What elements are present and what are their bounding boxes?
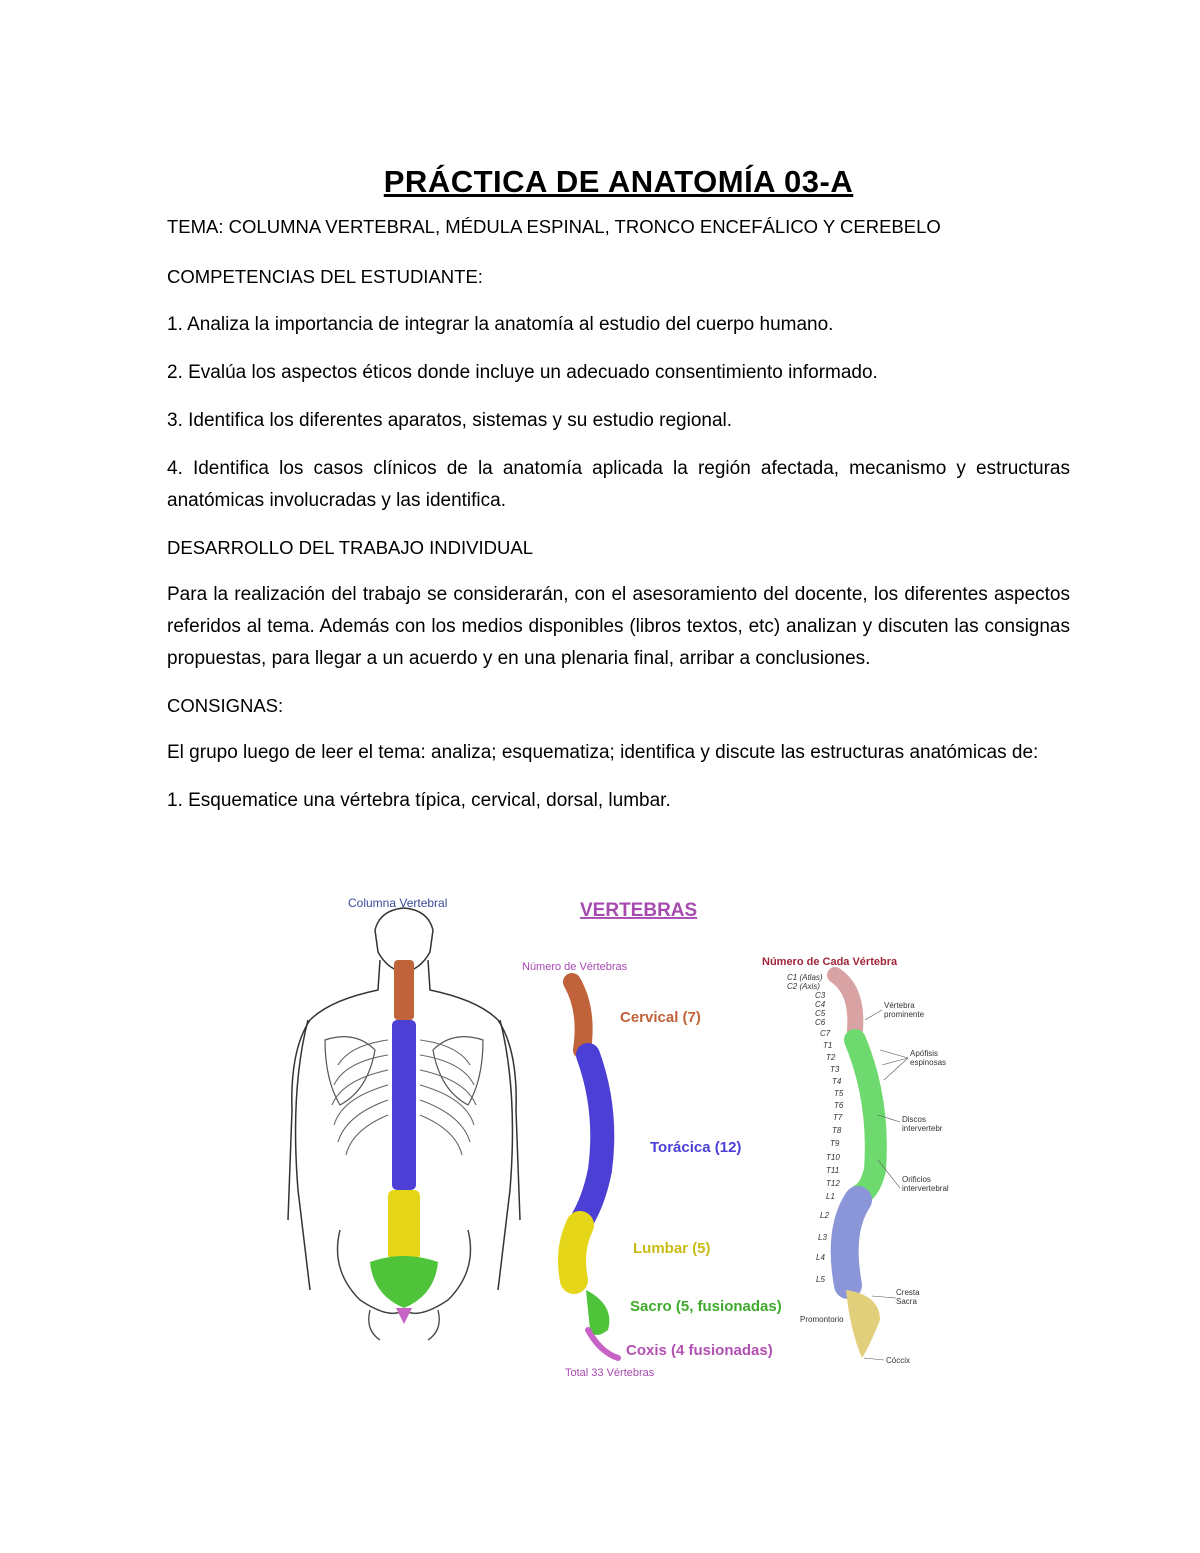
center-title: VERTEBRAS [580,900,698,921]
vertebra-label: L5 [816,1275,825,1284]
vertebra-label: L1 [826,1192,835,1201]
vertebra-label: T4 [832,1077,842,1086]
vertebra-label: T6 [834,1101,844,1110]
vertebra-label: C5 [815,1009,826,1018]
annotation-label: Vértebra [884,1001,915,1010]
desarrollo-paragraph: Para la realización del trabajo se considerarán, con el asesoramiento del docente, los diferentes aspectos referidos al tema. Además con los medios disponibles (libros textos, etc) analizan y discuten las consignas propuestas, para llegar a un acuerdo y en una plenaria final, arribar a conclusiones. [167,584,1070,669]
center-subtitle: Número de Vértebras [522,961,628,973]
vertebra-label: T5 [834,1089,844,1098]
region-label: Sacro (5, fusionadas) [630,1298,782,1315]
cervical-vertebrae [835,975,855,1030]
vertebra-label: L2 [820,1211,829,1220]
consigna-item: 1. Esquematice una vértebra típica, cervical, dorsal, lumbar. [167,790,671,811]
annotation-label: Discos [902,1115,927,1124]
right-title: Número de Cada Vértebra [762,956,898,968]
vertebra-label: T12 [826,1179,840,1188]
vertebra-label: C6 [815,1018,826,1027]
vertebra-label: T7 [833,1113,843,1122]
thoracic-curve [582,1055,602,1220]
vertebra-label: C7 [820,1029,831,1038]
lumbar-segment [388,1190,420,1260]
consignas-intro: El grupo luego de leer el tema: analiza; esquematiza; identifica y discute las estructuras anatómicas de: [167,742,1039,763]
sacrum-vertebrae [846,1290,880,1358]
lumbar-curve [572,1225,580,1280]
lateral-spine-diagram [522,900,782,1379]
vertebra-label: T2 [826,1053,836,1062]
numbered-spine-diagram [762,956,949,1365]
vertebra-label: T8 [832,1126,842,1135]
annotation-label: Orificios [902,1175,931,1184]
competencia-item: 2. Evalúa los aspectos éticos donde incluye un adecuado consentimiento informado. [167,362,878,383]
desarrollo-heading: DESARROLLO DEL TRABAJO INDIVIDUAL [167,537,533,558]
vertebra-label: T3 [830,1065,840,1074]
annotation-label: prominente [884,1010,925,1019]
vertebra-label: T11 [826,1166,840,1175]
annotation-label: espinosas [910,1058,947,1067]
vertebra-label: C2 (Axis) [787,982,820,991]
vertebrae-figure [270,890,950,1390]
vertebra-label: L3 [818,1233,827,1242]
thoracic-vertebrae [855,1040,876,1195]
annotation-label: intervertebral [902,1184,949,1193]
consignas-heading: CONSIGNAS: [167,695,284,716]
total-label: Total 33 Vértebras [565,1367,655,1379]
left-caption: Columna Vertebral [348,896,448,910]
vertebra-label: T1 [823,1041,833,1050]
annotation-label: Sacra [896,1297,917,1306]
competencia-item: 1. Analiza la importancia de integrar la anatomía al estudio del cuerpo humano. [167,314,834,335]
document-body [167,160,1070,833]
vertebra-label: T9 [830,1139,840,1148]
vertebra-label: T10 [826,1153,840,1162]
coccyx-curve [588,1330,618,1358]
tema-heading: TEMA: COLUMNA VERTEBRAL, MÉDULA ESPINAL, TRONCO ENCEFÁLICO Y CEREBELO [167,216,941,237]
region-label: Lumbar (5) [633,1240,711,1257]
vertebra-label: C1 (Atlas) [787,973,823,982]
vertebrae-illustration [270,890,950,1390]
competencia-item: 4. Identifica los casos clínicos de la anatomía aplicada la región afectada, mecanismo y estructuras anatómicas involucradas y las identifica. [167,458,1070,511]
cervical-curve [572,982,584,1050]
page-title: PRÁCTICA DE ANATOMÍA 03-A [383,164,854,199]
vertebra-label: L4 [816,1253,825,1262]
region-label: Cervical (7) [620,1009,701,1026]
vertebra-label: C3 [815,991,826,1000]
cervical-segment [394,960,414,1020]
sacrum-segment [370,1256,438,1308]
annotation-label: Cóccix [886,1356,911,1365]
annotation-label: Promontorio [800,1315,844,1324]
coccyx-segment [396,1308,412,1324]
lumbar-vertebrae [845,1200,858,1285]
annotation-label: intervertebr [902,1124,943,1133]
vertebra-label: C4 [815,1000,826,1009]
region-label: Torácica (12) [650,1139,742,1156]
annotation-label: Apófisis [910,1049,939,1058]
competencia-item: 3. Identifica los diferentes aparatos, sistemas y su estudio regional. [167,410,733,431]
annotation-label: Cresta [896,1288,920,1297]
torso-diagram [288,896,520,1340]
thoracic-segment [392,1020,416,1190]
competencias-heading: COMPETENCIAS DEL ESTUDIANTE: [167,266,483,287]
region-label: Coxis (4 fusionadas) [626,1342,773,1359]
